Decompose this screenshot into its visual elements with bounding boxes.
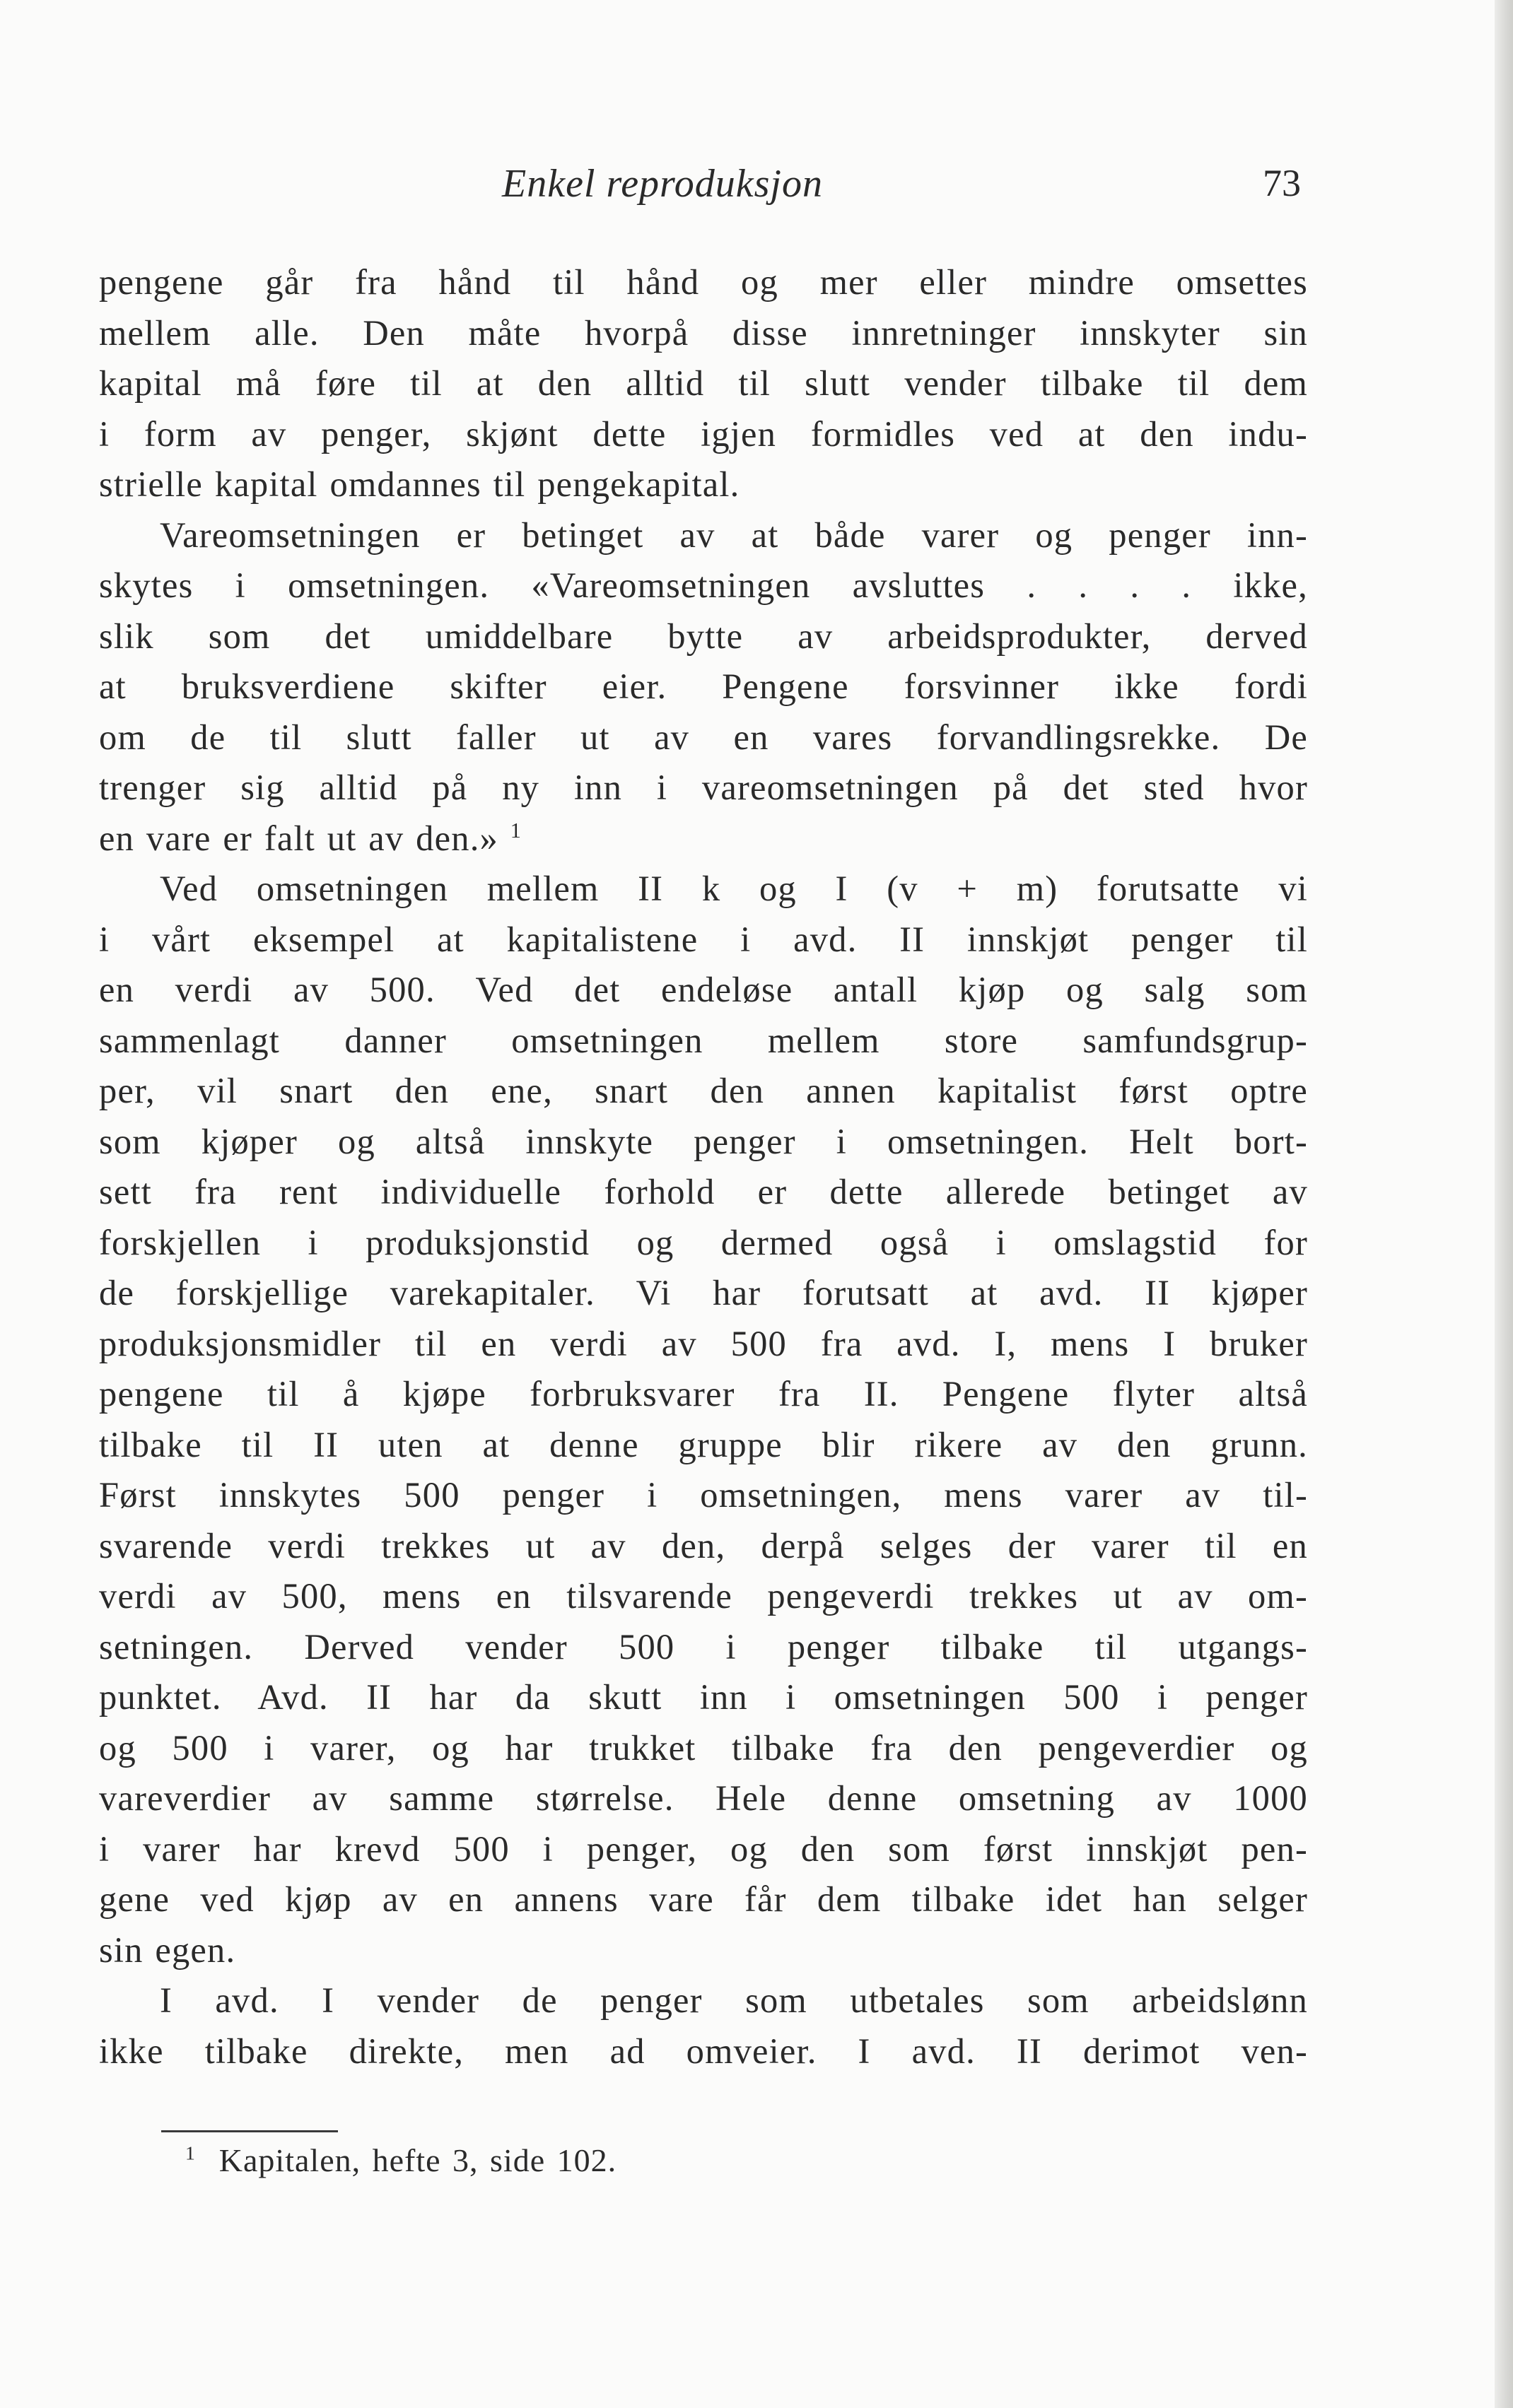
text-line: produksjonsmidler til en verdi av 500 fra avd. I, mens I bruker [99,1323,1308,1363]
text-line: de forskjellige varekapitaler. Vi har forutsatt at avd. II kjøper [99,1273,1308,1312]
text-line: setningen. Derved vender 500 i penger tilbake til utgangs- [99,1626,1308,1667]
text-line: Først innskytes 500 penger i omsetningen, mens varer av til- [99,1475,1308,1515]
page-edge [1495,0,1513,2408]
text-line: mellem alle. Den måte hvorpå disse innretninger innskyter sin [99,312,1308,353]
text-line: vareverdier av samme størrelse. Hele denne omsetning av 1000 [99,1778,1308,1818]
text-line: pengene går fra hånd til hånd og mer eller mindre omsettes [99,262,1308,302]
text-line: ikke tilbake direkte, men ad omveier. I avd. II derimot ven- [99,2031,1308,2071]
text-line: om de til slutt faller ut av en vares forvandlingsrekke. De [99,717,1308,757]
text-line: og 500 i varer, og har trukket tilbake fra den pengeverdier og [99,1727,1308,1768]
text-line: gene ved kjøp av en annens vare får dem tilbake idet han selger [99,1879,1308,1919]
footnote-marker: 1 [185,2142,196,2164]
text-line: sett fra rent individuelle forhold er dette allerede betinget av [99,1172,1308,1211]
text-line: kapital må føre til at den alltid til slutt vender tilbake til dem [99,363,1308,403]
text-line: i vårt eksempel at kapitalistene i avd. II innskjøt penger til [99,919,1308,959]
text-line: tilbake til II uten at denne gruppe blir rikere av den grunn. [99,1424,1308,1464]
text-line: en verdi av 500. Ved det endeløse antall kjøp og salg som [99,970,1308,1009]
footnote [185,2142,617,2179]
text-line: i varer har krevd 500 i penger, og den som først innskjøt pen- [99,1828,1308,1869]
text-line: en vare er falt ut av den.» [99,818,498,858]
text-line: trenger sig alltid på ny inn i vareomsetningen på det sted hvor [99,768,1308,807]
text-line: per, vil snart den ene, snart den annen kapitalist først optre [99,1071,1308,1110]
text-line: som kjøper og altså innskyte penger i omsetningen. Helt bort- [99,1121,1308,1161]
text-line: Vareomsetningen er betinget av at både varer og penger inn- [160,515,1308,555]
text-line: sammenlagt danner omsetningen mellem store samfundsgrup- [99,1020,1308,1060]
text-line: skytes i omsetningen. «Vareomsetningen avsluttes . . . . ikke, [99,565,1308,605]
page-number: 73 [1263,162,1301,204]
footnote-reference: 1 [510,818,522,842]
text-line: Ved omsetningen mellem II k og I (v + m) forutsatte vi [160,869,1308,908]
text-line: verdi av 500, mens en tilsvarende pengeverdi trekkes ut av om- [99,1576,1308,1616]
text-line: I avd. I vender de penger som utbetales som arbeidslønn [160,1980,1308,2020]
text-line-with-footnote [99,814,1308,864]
text-line: forskjellen i produksjonstid og dermed også i omslagstid for [99,1222,1308,1262]
footnote-text: Kapitalen, hefte 3, side 102. [218,2142,617,2178]
text-line: sin egen. [99,1930,236,1970]
running-head: Enkel reproduksjon [502,162,823,206]
text-line: punktet. Avd. II har da skutt inn i omsetningen 500 i penger [99,1677,1308,1717]
text-line: at bruksverdiene skifter eier. Pengene forsvinner ikke fordi [99,666,1308,706]
text-line: pengene til å kjøpe forbruksvarer fra II. Pengene flyter altså [99,1374,1308,1414]
text-line: svarende verdi trekkes ut av den, derpå selges der varer til en [99,1525,1308,1566]
text-line: i form av penger, skjønt dette igjen formidles ved at den indu- [99,413,1308,454]
footnote-divider [161,2130,338,2132]
page-header [99,161,1315,211]
text-line: slik som det umiddelbare bytte av arbeidsprodukter, derved [99,616,1308,656]
text-line: strielle kapital omdannes til pengekapital. [99,464,740,504]
body-text [99,257,1308,2077]
